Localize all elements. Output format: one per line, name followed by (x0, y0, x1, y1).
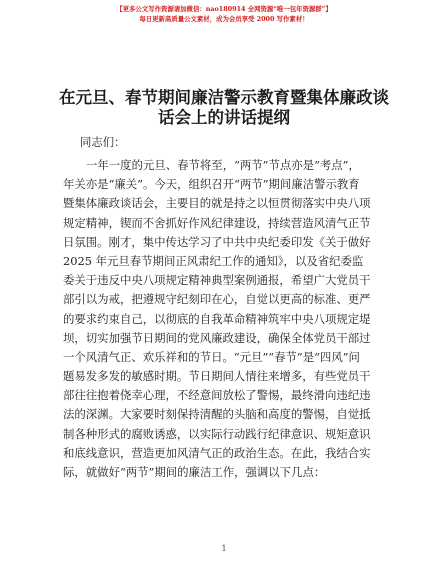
promo-line-2: 每日更新高质量公文素材，成为会员享受 2000 写作素材！ (139, 15, 309, 23)
body-line: 一个风清气正、欢乐祥和的节日。“元旦”“春节”是“四风”问 (63, 349, 360, 364)
body-line: 规定精神，锲而不舍抓好作风纪律建设，持续营造风清气正节 (63, 215, 371, 230)
title-line-2: 话会上的讲话提纲 (158, 108, 290, 127)
body-paragraph (63, 156, 388, 482)
promo-line-1: 【更多公文写作资源请加微信：nao180914 全网资源“唯一包年资源群”】 (116, 5, 332, 13)
body-line: 暨集体廉政谈话会，主要目的就是持之以恒贯彻落实中央八项 (63, 196, 371, 211)
page-number: 1 (221, 544, 227, 553)
body-line: 制各种形式的腐败诱惑，以实际行动践行纪律意识、规矩意识 (63, 426, 371, 441)
document-title (40, 88, 408, 128)
body-line: 法的深渊。大家要时刻保持清醒的头脑和高度的警惕，自觉抵 (63, 407, 371, 422)
body-line: 部引以为戒，把遵规守纪刻印在心，自觉以更高的标准、更严 (63, 292, 371, 307)
body-line: 题易发多发的敏感时期。节日期间人情往来增多，有些党员干 (63, 369, 371, 384)
body-line: 2025 年元旦春节期间正风肃纪工作的通知》，以及省纪委监 (63, 253, 364, 268)
body-line: 部往往抱着侥幸心理，不经意间放松了警惕，最终滑向违纪违 (63, 388, 371, 403)
body-line: 日氛围。刚才，集中传达学习了中共中央纪委印发《关于做好 (63, 234, 371, 249)
salutation: 同志们： (80, 135, 126, 149)
body-line: 坝，切实加强节日期间的党风廉政建设，确保全体党员干部过 (63, 330, 371, 345)
body-line: 年关亦是“廉关”。今天，组织召开“两节”期间廉洁警示教育 (63, 177, 360, 192)
body-line: 委关于违反中央八项规定精神典型案例通报，希望广大党员干 (63, 273, 371, 288)
body-line: 和底线意识，营造更加风清气正的政治生态。在此，我结合实 (63, 445, 371, 460)
body-line: 的要求约束自己，以彻底的自我革命精神筑牢中央八项规定堤 (63, 311, 371, 326)
promo-banner (0, 4, 448, 24)
body-line: 际，就做好“两节”期间的廉洁工作，强调以下几点： (63, 465, 326, 479)
title-line-1: 在元旦、春节期间廉洁警示教育暨集体廉政谈 (59, 88, 389, 107)
body-line: 一年一度的元旦、春节将至，“两节”节点亦是“考点”， (86, 158, 360, 172)
